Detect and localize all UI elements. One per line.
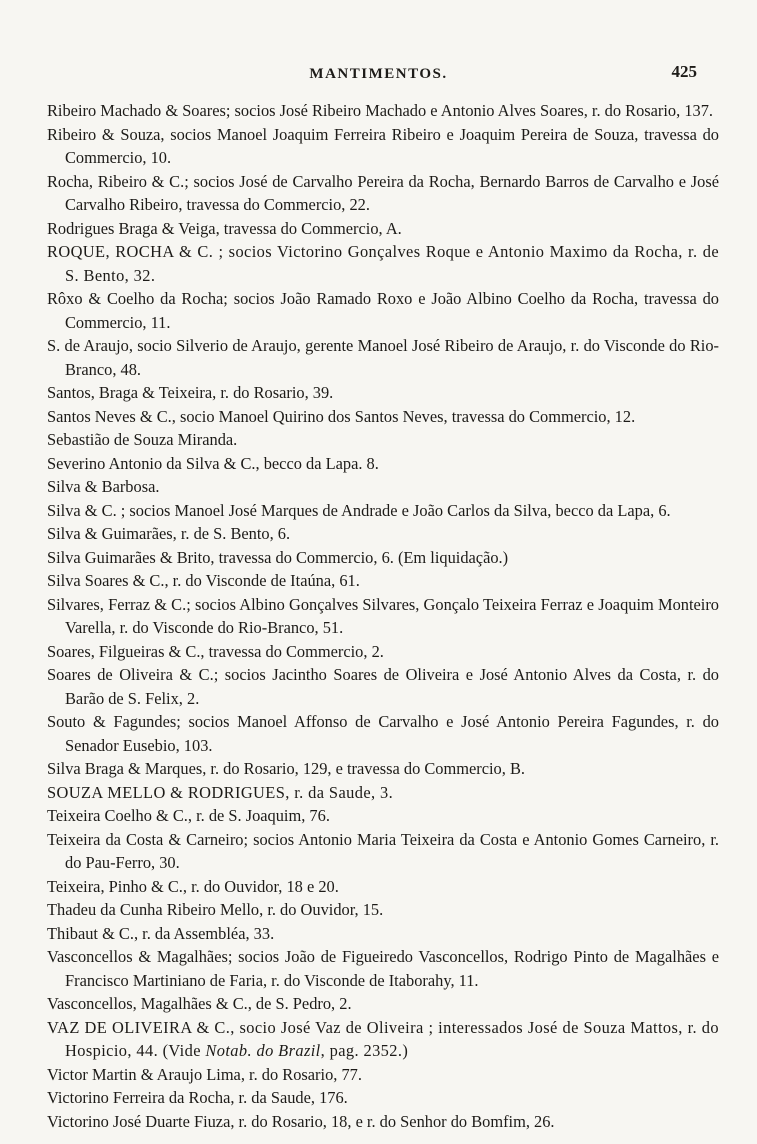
list-item: Silva Braga & Marques, r. do Rosario, 129, e travessa do Commercio, B. [47, 759, 525, 778]
list-item: Severino Antonio da Silva & C., becco da Lapa. 8. [47, 453, 379, 473]
list-item: Ribeiro Machado & Soares; socios José Ribeiro Machado e Antonio Alves Soares, r. do Rosario, 137. [47, 101, 714, 120]
list-item: Victorino José Duarte Fiuza, r. do Rosario, 18, e r. do Senhor do Bomfim, 26. [47, 1111, 555, 1131]
list-item: Thadeu da Cunha Ribeiro Mello, r. do Ouvidor, 15. [47, 900, 384, 919]
list-item: Thibaut & C., r. da Assembléa, 33. [47, 923, 275, 943]
list-item: Souto & Fagundes; socios Manoel Affonso de Carvalho e José Antonio Pereira Fagundes, r. do Senador Eusebio, 103. [47, 712, 719, 755]
list-item: Silvares, Ferraz & C.; socios Albino Gonçalves Silvares, Gonçalo Teixeira Ferraz e Joaquim Monteiro Varella, r. do Visconde do Rio-Branco, 51. [47, 594, 719, 637]
list-item: Santos Neves & C., socio Manoel Quirino dos Santos Neves, travessa do Commercio, 12. [47, 406, 636, 426]
list-item: Teixeira da Costa & Carneiro; socios Antonio Maria Teixeira da Costa e Antonio Gomes Carneiro, r. do Pau-Ferro, 30. [47, 829, 719, 872]
running-head [0, 58, 757, 84]
list-item: Rodrigues Braga & Veiga, travessa do Commercio, A. [47, 218, 402, 238]
list-item: Silva Guimarães & Brito, travessa do Commercio, 6. (Em liquidação.) [47, 547, 509, 567]
entry-list [47, 99, 719, 1133]
page-title: MANTIMENTOS. [309, 66, 448, 82]
page-number: 425 [671, 62, 697, 81]
list-item: Silva & Guimarães, r. de S. Bento, 6. [47, 524, 291, 543]
list-item: Vasconcellos, Magalhães & C., de S. Pedro, 2. [47, 994, 352, 1013]
list-item: Sebastião de Souza Miranda. [47, 430, 238, 449]
list-item: Rôxo & Coelho da Rocha; socios João Ramado Roxo e João Albino Coelho da Rocha, travessa do Commercio, 11. [47, 289, 719, 332]
list-item: Victorino Ferreira da Rocha, r. da Saude, 176. [47, 1088, 348, 1107]
list-item: VAZ DE OLIVEIRA & C., socio José Vaz de Oliveira ; interessados José de Souza Mattos, r. do Hospicio, 44. (Vide Notab. do Brazil, pag. 2352.) [47, 1017, 719, 1060]
reference-title: Notab. do Brazil [205, 1041, 321, 1060]
list-item: Silva & Barbosa. [47, 477, 160, 496]
list-item: SOUZA MELLO & RODRIGUES, r. da Saude, 3. [47, 782, 394, 802]
list-item: Silva Soares & C., r. do Visconde de Itaúna, 61. [47, 571, 360, 590]
list-item: S. de Araujo, socio Silverio de Araujo, gerente Manoel José Ribeiro de Araujo, r. do Visconde do Rio-Branco, 48. [47, 336, 719, 379]
list-item: Teixeira Coelho & C., r. de S. Joaquim, 76. [47, 806, 330, 825]
list-item: Silva & C. ; socios Manoel José Marques de Andrade e João Carlos da Silva, becco da Lapa, 6. [47, 500, 671, 520]
list-item: ROQUE, ROCHA & C. ; socios Victorino Gonçalves Roque e Antonio Maximo da Rocha, r. de S. Bento, 32. [47, 242, 719, 285]
list-item: Vasconcellos & Magalhães; socios João de Figueiredo Vasconcellos, Rodrigo Pinto de Magalhães e Francisco Martiniano de Faria, r. do Visconde de Itaborahy, 11. [47, 947, 719, 990]
list-item: Victor Martin & Araujo Lima, r. do Rosario, 77. [47, 1064, 362, 1084]
list-item: Ribeiro & Souza, socios Manoel Joaquim Ferreira Ribeiro e Joaquim Pereira de Souza, travessa do Commercio, 10. [47, 124, 719, 167]
list-item: Teixeira, Pinho & C., r. do Ouvidor, 18 e 20. [47, 876, 339, 896]
list-item: Soares, Filgueiras & C., travessa do Commercio, 2. [47, 641, 384, 661]
list-item: Rocha, Ribeiro & C.; socios José de Carvalho Pereira da Rocha, Bernardo Barros de Carvalho e José Carvalho Ribeiro, travessa do Commercio, 22. [47, 171, 719, 214]
list-item: Soares de Oliveira & C.; socios Jacintho Soares de Oliveira e José Antonio Alves da Costa, r. do Barão de S. Felix, 2. [47, 665, 719, 708]
list-item: Santos, Braga & Teixeira, r. do Rosario, 39. [47, 383, 334, 402]
